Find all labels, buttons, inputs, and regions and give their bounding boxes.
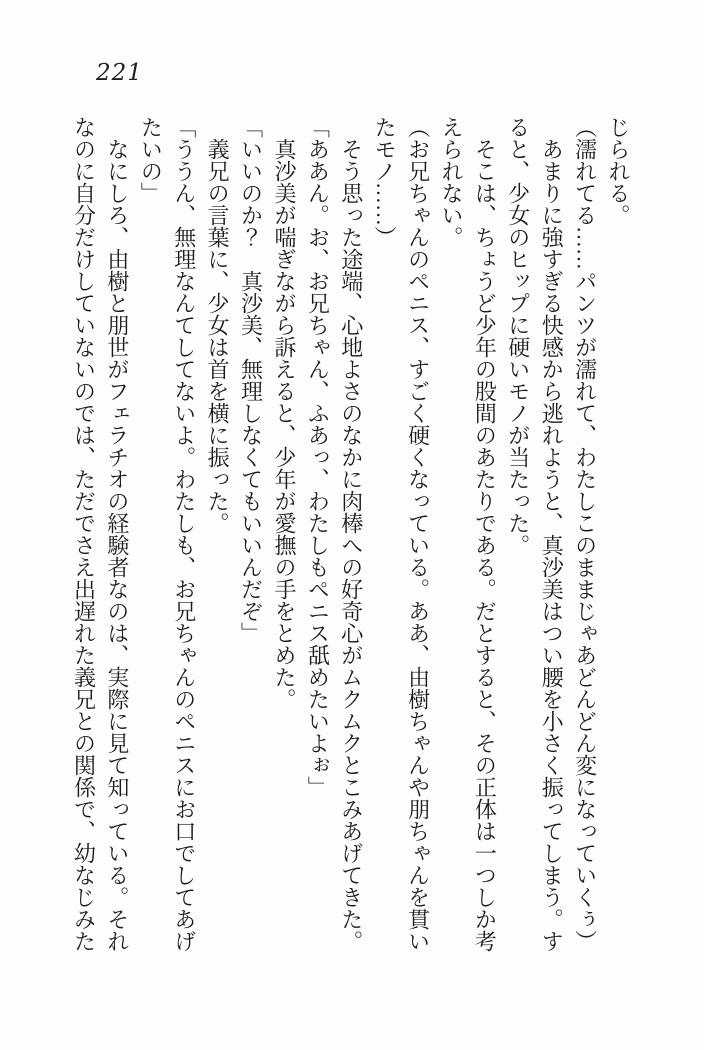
text-line-13: 義兄の言葉に、少女は首を横に振った。 [205, 116, 231, 534]
text-line-12: 「いいのか？ 真沙美、無理しなくてもいいんだぞ」 [238, 116, 264, 644]
text-line-5: そこは、ちょうど少年の股間のあたりである。だとすると、その正体は一つしか考 [472, 116, 498, 952]
text-line-7: （お兄ちゃんのペニス、すごく硬くなっている。ああ、由樹ちゃんや朋ちゃんを貫い [405, 116, 431, 952]
text-line-8: たモノ……） [372, 116, 398, 248]
text-line-17: なのに自分だけしていないのでは、ただでさえ出遅れた義兄との関係で、幼なじみた [71, 116, 97, 952]
text-block [67, 116, 635, 956]
text-line-15: たいの」 [138, 116, 164, 204]
text-line-3: あまりに強すぎる快感から逃れようと、真沙美はつい腰を小さく振ってしまう。す [539, 116, 565, 952]
page-number: 221 [96, 60, 143, 86]
text-line-2: （濡れてる……パンツが濡れて、わたしこのままじゃあどんどん変になっていくぅ） [572, 116, 598, 952]
text-line-10: 「ああん。お、お兄ちゃん、ふあっ、わたしもペニス舐めたいよぉ」 [305, 116, 331, 798]
text-line-16: なにしろ、由樹と朋世がフェラチオの経験者なのは、実際に見て知っている。それ [104, 116, 130, 952]
text-line-11: 真沙美が喘ぎながら訴えると、少年が愛撫の手をとめた。 [271, 116, 297, 710]
text-line-9: そう思った途端、心地よさのなかに肉棒への好奇心がムクムクとこみあげてきた。 [338, 116, 364, 952]
text-line-6: えられない。 [438, 116, 464, 248]
text-line-4: ると、少女のヒップに硬いモノが当たった。 [505, 116, 531, 556]
text-line-1: じられる。 [606, 116, 631, 226]
text-line-14: 「ううん、無理なんてしてないよ。わたしも、お兄ちゃんのペニスにお口でしてあげ [171, 116, 197, 952]
